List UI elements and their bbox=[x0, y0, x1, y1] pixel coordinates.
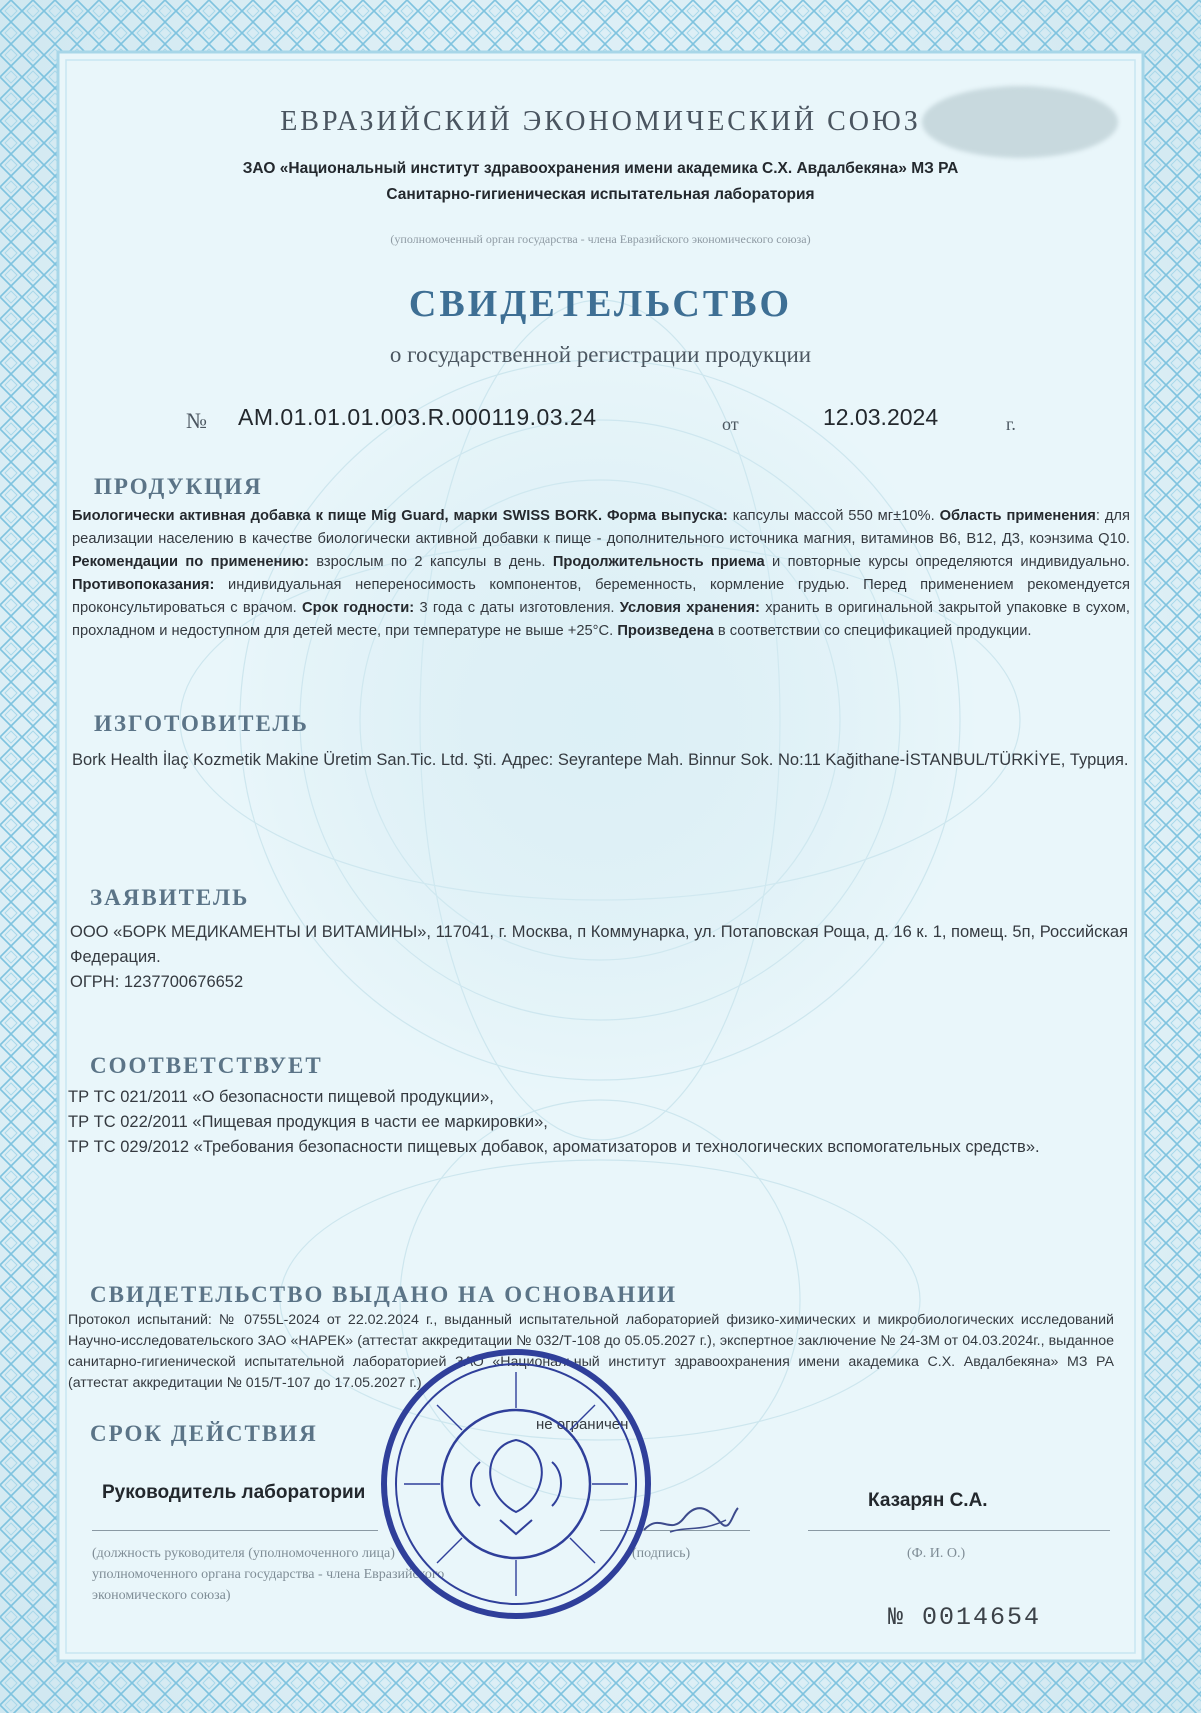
official-seal bbox=[376, 1344, 656, 1624]
applicant-block bbox=[70, 920, 1130, 995]
produced-value: в соответствии со спецификацией продукции. bbox=[717, 623, 1032, 639]
applicant-ogrn: ОГРН: 1237700676652 bbox=[70, 973, 244, 991]
validity-value: не ограничен bbox=[536, 1416, 629, 1433]
area-label: Область применения bbox=[939, 508, 1096, 524]
union-name: ЕВРАЗИЙСКИЙ ЭКОНОМИЧЕСКИЙ СОЮЗ bbox=[280, 106, 921, 137]
manufacturer-text: Bork Health İlaç Kozmetik Makine Üretim San.Tic. Ltd. Şti. Адрес: Seyrantepe Mah. Binnur Sok. No:11 Kağithane-İSTANBUL/TÜRKİYE, Турция. bbox=[72, 751, 1129, 769]
laboratory-name: Санитарно-гигиеническая испытательная лаборатория bbox=[386, 186, 815, 203]
form-number: № 0014654 bbox=[888, 1603, 1042, 1632]
institute-name: ЗАО «Национальный институт здравоохранения имени академика С.Х. Авдалбекяна» МЗ РА bbox=[242, 160, 959, 177]
date-prefix: от bbox=[722, 414, 739, 434]
applicant-text: ООО «БОРК МЕДИКАМЕНТЫ И ВИТАМИНЫ», 117041, г. Москва, п Коммунарка, ул. Потаповская Роща, д. 16 к. 1, помещ. 5п, Российская Федерация. bbox=[70, 923, 1129, 966]
validity-heading: СРОК ДЕЙСТВИЯ bbox=[90, 1421, 318, 1446]
usage-value: взрослым по 2 капсулы в день. bbox=[316, 554, 546, 570]
position-caption: (должность руководителя (уполномоченного лица) уполномоченного органа государства - члена Евразийского экономического союза) bbox=[92, 1546, 445, 1603]
position-line bbox=[92, 1530, 378, 1531]
product-name: Биологически активная добавка к пище Mig Guard, марки SWISS BORK. bbox=[72, 508, 603, 524]
basis-text: Протокол испытаний: № 0755L-2024 от 22.02.2024 г., выданный испытательной лабораторией физико-химических и микробиологических исследований Научно-исследовательского ЗАО «НАРЕК» (аттестат аккредитации № 032/Т-108 до 05.05.2027 г.), экспертное заключение № 24-3М от 04.03.2024г., выданное санитарно-гигиенической испытательной лабораторией ЗАО «Национальный институт здравоохранения имени академика С.Х. Авдалбекяна» МЗ РА (аттестат аккредитации № 015/Т-107 до 17.05.2027 г.) bbox=[68, 1312, 1114, 1391]
compliance-item: ТР ТС 021/2011 «О безопасности пищевой продукции», bbox=[68, 1088, 494, 1106]
number-sign: № bbox=[186, 408, 207, 433]
manufacturer-heading: ИЗГОТОВИТЕЛЬ bbox=[94, 711, 309, 736]
shelf-life-label: Срок годности: bbox=[302, 600, 415, 616]
fio-line bbox=[808, 1530, 1110, 1531]
contraindications-value: индивидуальная непереносимость компонентов, беременность, кормление грудью. Перед применением рекомендуется проконсультироваться с врачом. bbox=[72, 577, 1130, 616]
shelf-life-value: 3 года с даты изготовления. bbox=[419, 600, 615, 616]
storage-label: Условия хранения: bbox=[619, 600, 760, 616]
product-description bbox=[72, 505, 1130, 643]
year-suffix: г. bbox=[1006, 414, 1016, 434]
area-value: : для реализации населению в качестве биологически активной добавки к пище - дополнительного источника магния, витаминов В6, В12, Д3, коэнзима Q10. bbox=[72, 508, 1130, 547]
signature-caption: (подпись) bbox=[632, 1546, 691, 1561]
storage-value: хранить в оригинальной закрытой упаковке в сухом, прохладном и недоступном для детей месте, при температуре не выше +25°С. bbox=[72, 600, 1130, 639]
head-title: Руководитель лаборатории bbox=[102, 1482, 366, 1503]
produced-label: Произведена bbox=[617, 623, 714, 639]
fio-caption: (Ф. И. О.) bbox=[907, 1546, 966, 1561]
certificate-subtitle: о государственной регистрации продукции bbox=[389, 342, 812, 367]
compliance-heading: СООТВЕТСТВУЕТ bbox=[90, 1053, 323, 1078]
head-name: Казарян С.А. bbox=[868, 1490, 988, 1511]
form-label: Форма выпуска: bbox=[607, 508, 728, 524]
product-heading: ПРОДУКЦИЯ bbox=[94, 474, 263, 499]
compliance-list bbox=[68, 1085, 1068, 1160]
authority-caption: (уполномоченный орган государства - члена Евразийского экономического союза) bbox=[390, 232, 811, 246]
compliance-item: ТР ТС 022/2011 «Пищевая продукция в части ее маркировки», bbox=[68, 1113, 548, 1131]
registration-number: AM.01.01.01.003.R.000119.03.24 bbox=[238, 404, 597, 430]
registration-date: 12.03.2024 bbox=[823, 404, 939, 430]
duration-value: и повторные курсы определяются индивидуально. bbox=[772, 554, 1130, 570]
basis-heading: СВИДЕТЕЛЬСТВО ВЫДАНО НА ОСНОВАНИИ bbox=[90, 1282, 677, 1307]
applicant-heading: ЗАЯВИТЕЛЬ bbox=[90, 885, 250, 910]
contraindications-label: Противопоказания: bbox=[72, 577, 215, 593]
usage-label: Рекомендации по применению: bbox=[72, 554, 309, 570]
duration-label: Продолжительность приема bbox=[552, 554, 765, 570]
certificate-title: СВИДЕТЕЛЬСТВО bbox=[408, 283, 793, 325]
form-value: капсулы массой 550 мг±10%. bbox=[732, 508, 935, 524]
compliance-item: ТР ТС 029/2012 «Требования безопасности пищевых добавок, ароматизаторов и технологических вспомогательных средств». bbox=[68, 1138, 1040, 1156]
